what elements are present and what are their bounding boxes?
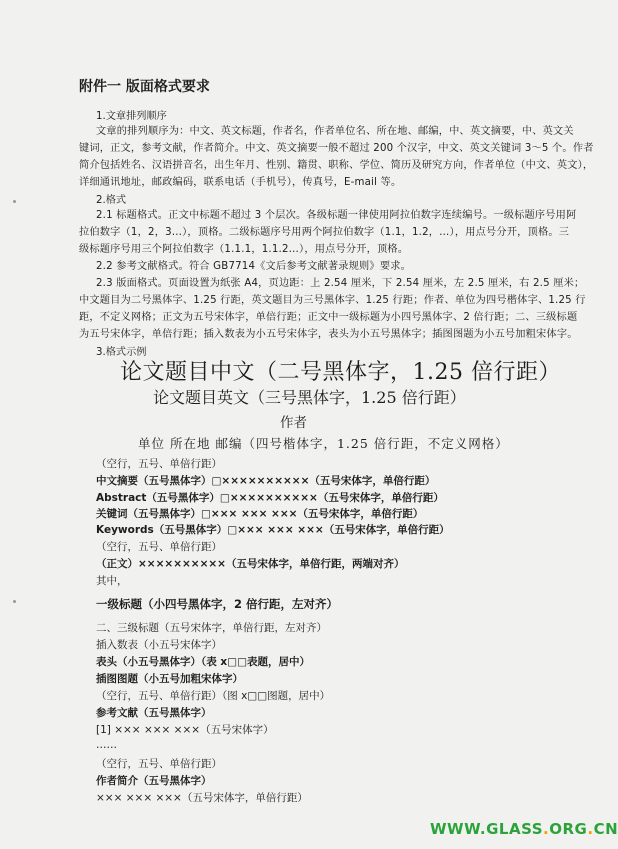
example-line: （空行，五号、单倍行距） (96, 541, 222, 553)
watermark-dot: . (543, 820, 550, 838)
section-title: 3.格式示例 (96, 347, 147, 358)
section-title: 1.文章排列顺序 (96, 111, 167, 122)
example-line: ××× ××× ×××（五号宋体字，单倍行距） (96, 792, 308, 804)
section-title: 2.格式 (96, 195, 127, 206)
paragraph-line: 文章的排列顺序为：中文、英文标题，作者名，作者单位名、所在地、邮编，中、英文摘要，中、英文关 (96, 126, 574, 137)
example-line: Keywords（五号黑体字）□××× ××× ×××（五号宋体字，单倍行距） (96, 524, 450, 536)
paragraph-line: 2.2 参考文献格式。符合 GB7714《文后参考文献著录规则》要求。 (96, 261, 411, 272)
example-line: 中文摘要（五号黑体字）□××××××××××（五号宋体字，单倍行距） (96, 475, 436, 487)
watermark-dot: . (587, 820, 594, 838)
paragraph-line: 为五号宋体字，单倍行距；插入数表为小五号宋体字，表头为小五号黑体字；插图图题为小五号加粗宋体字。 (79, 329, 578, 340)
example-line: 一级标题（小四号黑体字，2 倍行距，左对齐） (96, 597, 339, 611)
example-title-en: 论文题目英文（三号黑体字，1.25 倍行距） (153, 388, 466, 407)
page-heading: 附件一 版面格式要求 (79, 79, 210, 95)
example-line: 参考文献（五号黑体字） (96, 707, 212, 719)
watermark-part: CN (593, 820, 618, 838)
paragraph-line: 中文题目为二号黑体字、1.25 行距，英文题目为三号黑体字、1.25 行距；作者、单位为四号楷体字、1.25 行 (79, 295, 586, 306)
example-line: 表头（小五号黑体字）（表 x□□表题，居中） (96, 656, 311, 668)
example-line: 插入数表（小五号宋体字） (96, 639, 222, 651)
watermark-part: WWW.GLASS (430, 820, 544, 838)
example-line: （空行，五号、单倍行距）（图 x□□图题，居中） (96, 690, 331, 702)
example-line: Abstract（五号黑体字）□××××××××××（五号宋体字，单倍行距） (96, 492, 444, 504)
watermark-part: ORG (549, 820, 588, 838)
paragraph-line: 距，不定义网格；正文为五号宋体字，单倍行距；正文中一级标题为小四号黑体字、2 倍行距；二、三级标题 (79, 312, 578, 323)
paragraph-line: 键词，正文，参考文献，作者简介。中文、英文摘要一般不超过 200 个汉字，中文、英文关键词 3～5 个。作者 (79, 143, 594, 154)
example-line: …… (96, 739, 117, 751)
example-line: 二、三级标题（五号宋体字，单倍行距，左对齐） (96, 622, 327, 634)
paragraph-line: 级标题序号用三个阿拉伯数字（1.1.1，1.1.2…），用点号分开，顶格。 (79, 244, 409, 255)
example-line: （空行，五号、单倍行距） (96, 458, 222, 470)
example-line: 作者简介（五号黑体字） (96, 775, 212, 787)
example-line: （空行，五号、单倍行距） (96, 758, 222, 770)
paragraph-line: 简介包括姓名、汉语拼音名，出生年月、性别、籍贯、职称、学位、简历及研究方向，作者单位（中文、英文）， (79, 160, 594, 171)
paragraph-line: 详细通讯地址，邮政编码，联系电话（手机号），传真号，E-mail 等。 (79, 177, 402, 188)
paragraph-line: 拉伯数字（1，2，3…），顶格。二级标题序号用两个阿拉伯数字（1.1，1.2，…），用点号分开，顶格。三 (79, 227, 570, 238)
example-line: 插图图题（小五号加粗宋体字） (96, 673, 243, 685)
example-title-cn: 论文题目中文（二号黑体字，1.25 倍行距） (120, 360, 561, 385)
paragraph-line: 2.3 版面格式。页面设置为纸张 A4，页边距：上 2.54 厘米，下 2.54 厘米，左 2.5 厘米，右 2.5 厘米； (96, 278, 585, 289)
example-unit: 单位 所在地 邮编（四号楷体字，1.25 倍行距，不定义网格） (138, 436, 509, 451)
paragraph-line: 2.1 标题格式。正文中标题不超过 3 个层次。各级标题一律使用阿拉伯数字连续编号。一级标题序号用阿 (96, 210, 577, 221)
example-line: （正文）××××××××××（五号宋体字，单倍行距，两端对齐） (96, 558, 405, 570)
example-line: 其中， (96, 575, 128, 587)
site-watermark (430, 820, 618, 838)
example-line: 关键词（五号黑体字）□××× ××× ×××（五号宋体字，单倍行距） (96, 508, 424, 520)
binding-mark (13, 600, 16, 603)
example-line: [1] ××× ××× ×××（五号宋体字） (96, 724, 274, 736)
binding-mark (13, 200, 16, 203)
example-author: 作者 (280, 415, 307, 431)
